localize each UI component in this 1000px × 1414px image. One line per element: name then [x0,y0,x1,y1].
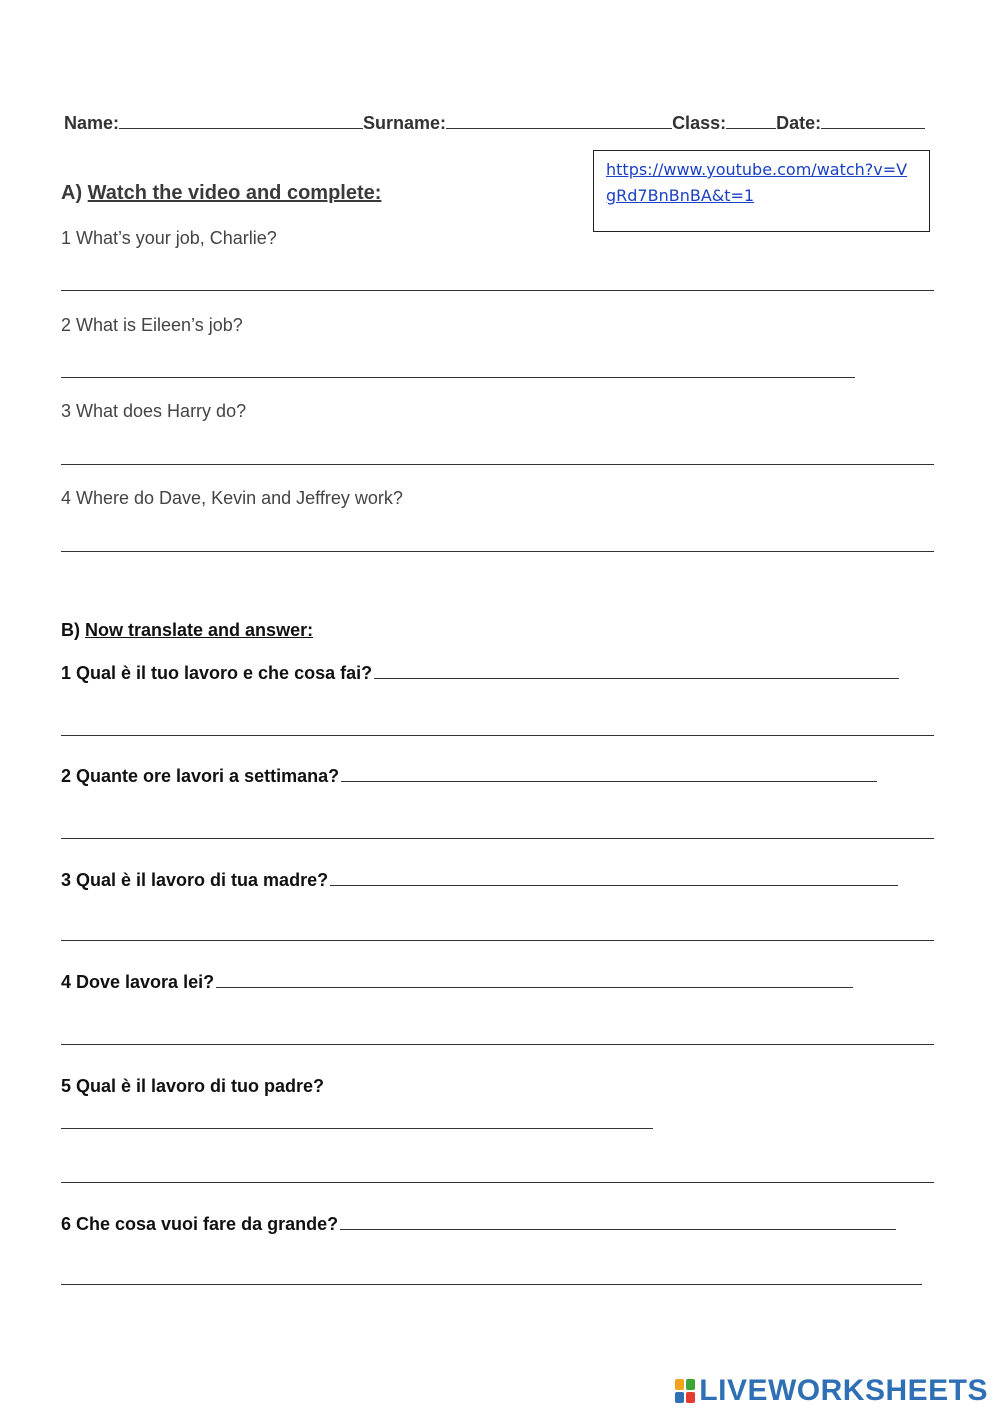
answer-line-a1[interactable] [61,290,934,291]
liveworksheets-logo [675,1374,988,1408]
answer-inline-b3[interactable] [330,871,898,886]
answer-line-b5b[interactable] [61,1182,934,1183]
question-a4: 4 Where do Dave, Kevin and Jeffrey work? [61,488,403,508]
logo-square-2 [686,1379,695,1390]
question-b3 [61,870,898,891]
question-a3: 3 What does Harry do? [61,401,247,421]
question-b2 [61,766,877,787]
answer-line-b5a[interactable] [61,1128,653,1129]
liveworksheets-logo-icon [675,1379,695,1403]
answer-line-b2[interactable] [61,838,934,839]
class-label: Class: [672,113,727,133]
question-b6-text: 6 Che cosa vuoi fare da grande? [61,1214,339,1234]
video-link[interactable]: https://www.youtube.com/watch?v=VgRd7BnBnBA&t=1 [606,160,908,205]
question-b4 [61,972,853,993]
date-label: Date: [776,113,822,133]
section-b-heading: Now translate and answer: [85,620,314,640]
logo-square-1 [675,1379,684,1390]
question-b2-text: 2 Quante ore lavori a settimana? [61,766,340,786]
name-field[interactable] [119,114,363,129]
question-a2: 2 What is Eileen’s job? [61,315,243,335]
answer-inline-b1[interactable] [374,664,899,679]
date-field[interactable] [821,114,925,129]
video-link-box [593,150,930,232]
class-field[interactable] [726,114,776,129]
student-info-header [64,113,925,134]
question-a1: 1 What’s your job, Charlie? [61,228,277,248]
question-b1-text: 1 Qual è il tuo lavoro e che cosa fai? [61,663,373,683]
section-b-title [61,620,313,641]
question-b3-text: 3 Qual è il lavoro di tua madre? [61,870,329,890]
name-label: Name: [64,113,120,133]
answer-inline-b2[interactable] [341,767,877,782]
answer-inline-b6[interactable] [340,1215,896,1230]
logo-square-4 [686,1392,695,1403]
question-b5: 5 Qual è il lavoro di tuo padre? [61,1076,325,1096]
liveworksheets-logo-text: LIVEWORKSHEETS [699,1374,988,1407]
answer-line-b3[interactable] [61,940,934,941]
answer-line-b4[interactable] [61,1044,934,1045]
logo-square-3 [675,1392,684,1403]
question-b1 [61,663,899,684]
answer-line-a3[interactable] [61,464,934,465]
section-a-heading: Watch the video and complete: [87,182,382,204]
question-b4-text: 4 Dove lavora lei? [61,972,215,992]
answer-line-a4[interactable] [61,551,934,552]
section-b-prefix: B) [61,620,80,640]
answer-inline-b4[interactable] [216,973,853,988]
section-a-prefix: A) [61,182,83,204]
surname-field[interactable] [446,114,672,129]
section-a-title [61,182,381,205]
answer-line-b1[interactable] [61,735,934,736]
answer-line-b6[interactable] [61,1284,922,1285]
surname-label: Surname: [363,113,447,133]
answer-line-a2[interactable] [61,377,855,378]
question-b6 [61,1214,896,1235]
